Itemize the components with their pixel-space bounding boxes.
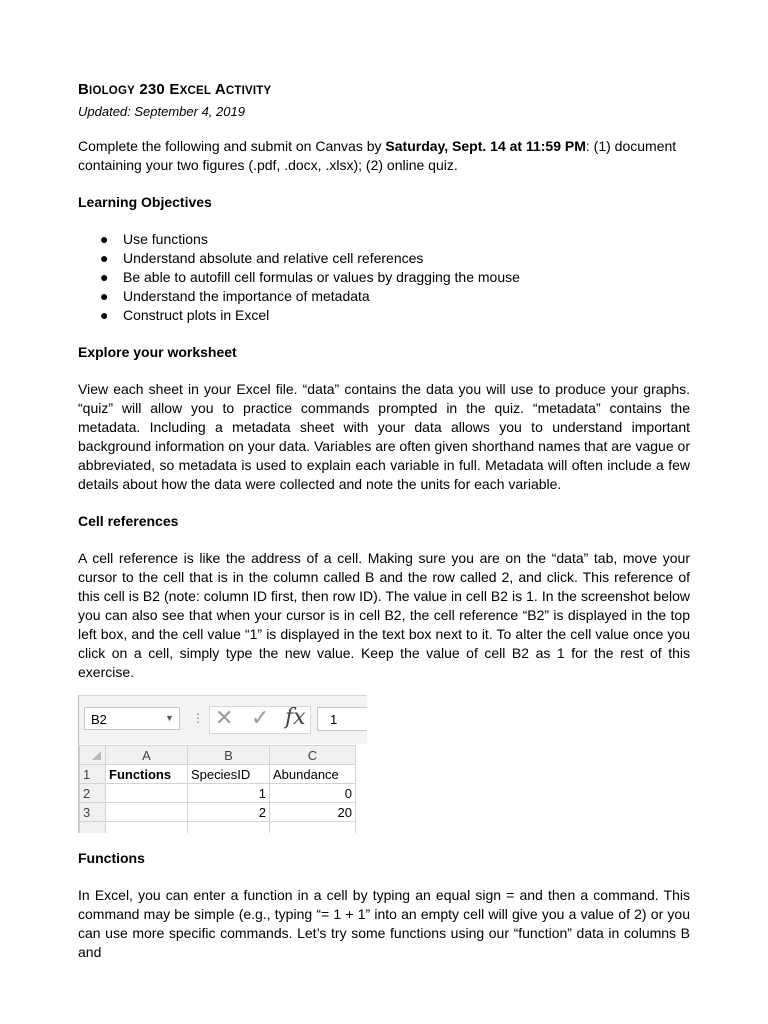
excel-screenshot — [78, 695, 367, 833]
column-header: B — [188, 746, 270, 765]
more-icon: ⋮ — [192, 711, 204, 725]
list-item: ● Be able to autofill cell formulas or values by dragging the mouse — [100, 269, 520, 285]
name-box: B2 — [84, 707, 180, 730]
explore-heading: Explore your worksheet — [78, 344, 237, 360]
check-icon: ✓ — [251, 705, 270, 730]
cell: Functions — [106, 765, 188, 784]
row-header: 1 — [80, 765, 106, 784]
list-item: ● Understand the importance of metadata — [100, 288, 370, 304]
cell — [106, 784, 188, 803]
cell: 2 — [188, 803, 270, 822]
cell: SpeciesID — [188, 765, 270, 784]
formula-bar — [79, 695, 367, 744]
spreadsheet-grid — [79, 745, 367, 833]
learning-objectives-heading: Learning Objectives — [78, 194, 212, 210]
row-header: 2 — [80, 784, 106, 803]
intro-paragraph: Complete the following and submit on Canvas by Saturday, Sept. 14 at 11:59 PM: (1) document containing your two figures (.pdf, .docx, .xlsx); (2) online quiz. — [78, 138, 677, 173]
function-icon: fx — [285, 705, 306, 730]
document-title: BIOLOGY 230 EXCEL ACTIVITY — [78, 81, 272, 98]
cell — [106, 803, 188, 822]
document-page — [78, 80, 690, 962]
updated-date: Updated: September 4, 2019 — [78, 104, 245, 119]
select-all-icon — [92, 751, 101, 760]
row-header: 3 — [80, 803, 106, 822]
list-item: ● Construct plots in Excel — [100, 307, 270, 323]
table-row — [80, 784, 356, 803]
formula-value-box: 1 — [317, 707, 367, 731]
cancel-icon: ✕ — [215, 705, 234, 730]
cell: Abundance — [270, 765, 356, 784]
functions-paragraph: In Excel, you can enter a function in a cell by typing an equal sign = and then a command. This command may be simple (e.g., typing “= 1 + 1” into an empty cell will give you a value of 2) or you can use more specific commands. Let’s try some functions using our “function” data in columns B and — [78, 887, 690, 960]
explore-paragraph: View each sheet in your Excel file. “data” contains the data you will use to produce your graphs. “quiz” will allow you to practice commands prompted in the quiz. “metadata” contains the metadata. Including a metadata sheet with your data allows you to understand important background information on your data. Variables are often given shorthand names that are vague or abbreviated, so metadata is used to explain each variable in full. Metadata will often include a few details about how the data were collected and note the units for each variable. — [78, 381, 690, 492]
chevron-down-icon: ▼ — [165, 713, 174, 723]
table-row — [80, 803, 356, 822]
cell: 0 — [270, 784, 356, 803]
column-header: C — [270, 746, 356, 765]
cell-references-paragraph: A cell reference is like the address of a cell. Making sure you are on the “data” tab, move your cursor to the cell that is in the column called B and the row called 2, and click. This reference of this cell is B2 (note: column ID first, then row ID). The value in cell B2 is 1. In the screenshot below you can also see that when your cursor is in cell B2, the cell reference “B2” is displayed in the top left box, and the cell value “1” is displayed in the text box next to it. To alter the cell value once you click on a cell, simply type the new value. Keep the value of cell B2 as 1 for the rest of this exercise. — [78, 550, 690, 680]
list-item: ● Understand absolute and relative cell references — [100, 250, 424, 266]
functions-heading: Functions — [78, 850, 145, 866]
cell: 20 — [270, 803, 356, 822]
list-item: ● Use functions — [100, 231, 208, 247]
cell: 1 — [188, 784, 270, 803]
cell-references-heading: Cell references — [78, 513, 179, 529]
learning-objectives-list — [78, 230, 690, 325]
table-row — [80, 765, 356, 784]
column-header: A — [106, 746, 188, 765]
